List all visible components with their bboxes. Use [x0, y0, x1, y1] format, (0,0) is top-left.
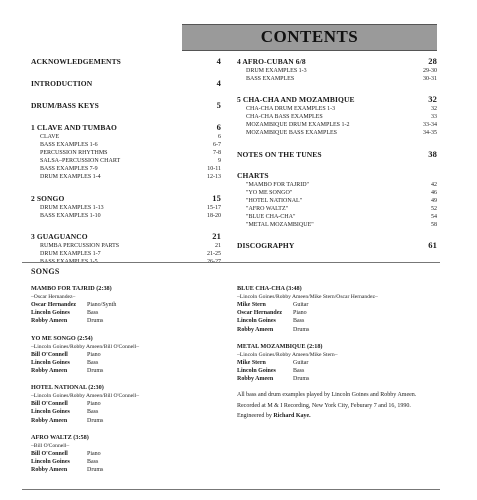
toc-item-label: "MAMBO FOR TAJRID" [246, 181, 309, 188]
performer-instrument: Bass [87, 359, 99, 366]
songs-left-column [31, 284, 221, 482]
performer-instrument: Piano [87, 450, 101, 457]
toc-item [31, 141, 221, 149]
performer-instrument: Drums [293, 376, 310, 383]
toc-item-page: 10-11 [207, 166, 221, 173]
toc-section [237, 94, 437, 137]
toc-section-page: 28 [428, 56, 437, 66]
toc-section-title: 3 GUAGUANCO [31, 231, 88, 241]
performer-name: Lincoln Goines [237, 368, 276, 375]
song-entry [237, 284, 427, 334]
toc-item-page: 33 [431, 114, 437, 121]
toc-item-page: 18-20 [207, 212, 221, 219]
toc-section-title: DISCOGRAPHY [237, 241, 295, 251]
section-divider-top [22, 262, 440, 263]
toc-item-label: DRUM EXAMPLES 1-4 [40, 174, 101, 181]
toc-item-label: DRUM EXAMPLES 1-13 [40, 204, 104, 211]
song-entry [237, 342, 427, 384]
song-writers: –Oscar Hernandez– [31, 294, 76, 300]
performer-row [237, 367, 427, 375]
toc-section-title: 5 CHA-CHA AND MOZAMBIQUE [237, 95, 355, 105]
performer-row [31, 309, 221, 317]
toc-item-page: 54 [431, 213, 437, 220]
songs-heading: SONGS [31, 267, 60, 276]
song-writers: –Bill O'Connell– [31, 442, 70, 449]
performer-row [31, 317, 221, 325]
toc-item-page: 49 [431, 197, 437, 204]
toc-section [237, 149, 437, 160]
song-title: MAMBO FOR TAJRID (2:38) [31, 285, 112, 292]
toc-section-row [31, 231, 221, 242]
toc-section [31, 56, 221, 67]
performer-row [31, 408, 221, 416]
toc-section-title: 2 SONGO [31, 193, 65, 203]
toc-item-page: 33-34 [423, 122, 437, 129]
toc-item-label: BASS EXAMPLES 1-5 [40, 258, 98, 265]
performer-name: Robby Ameen [237, 376, 274, 383]
performer-row [237, 359, 427, 367]
performer-instrument: Piano [87, 401, 101, 408]
toc-item-page: 12-13 [207, 174, 221, 181]
toc-item [31, 157, 221, 165]
performer-name: Bill O'Connell [31, 351, 68, 358]
performer-name: Robby Ameen [31, 467, 68, 474]
toc-section [31, 231, 221, 266]
toc-section-page: 38 [428, 148, 437, 159]
toc-section-title: 4 AFRO-CUBAN 6/8 [237, 57, 306, 66]
performer-row [31, 450, 221, 458]
toc-section-title: ACKNOWLEDGEMENTS [31, 57, 121, 66]
toc-item [237, 113, 437, 121]
toc-section-page: 6 [216, 122, 221, 132]
toc-item-label: "YO ME SONGO" [246, 189, 293, 196]
performer-name: Lincoln Goines [31, 409, 70, 416]
toc-section [237, 56, 437, 83]
notes-engineer-prefix: Engineered by [237, 413, 274, 420]
performer-name: Bill O'Connell [31, 401, 68, 408]
performer-row [237, 375, 427, 383]
toc-section-page: 4 [216, 56, 221, 66]
song-writers: –Lincoln Goines/Robby Ameen/Mike Stern– [237, 351, 338, 358]
performer-name: Robby Ameen [31, 417, 68, 424]
performer-row [31, 466, 221, 474]
toc-item-page: 42 [431, 181, 437, 188]
performer-name: Lincoln Goines [31, 459, 70, 466]
recording-notes [237, 391, 427, 420]
toc-section-title: DRUM/BASS KEYS [31, 101, 99, 110]
toc-item-label: "HOTEL NATIONAL" [246, 197, 303, 204]
toc-section-row [31, 100, 221, 111]
toc-item [237, 105, 437, 113]
toc-section-page: 32 [428, 94, 437, 105]
performer-instrument: Bass [87, 459, 99, 466]
performer-name: Bill O'Connell [31, 450, 68, 457]
toc-item [237, 213, 437, 221]
performer-row [31, 400, 221, 408]
performer-name: Robby Ameen [31, 318, 68, 325]
performer-instrument: Guitar [293, 302, 309, 308]
toc-item [237, 181, 437, 189]
toc-item-label: SALSA–PERCUSSION CHART [40, 158, 121, 165]
toc-section-row [237, 149, 437, 160]
performer-row [31, 458, 221, 466]
performer-instrument: Bass [87, 409, 99, 416]
toc-item [31, 173, 221, 181]
song-title: METAL MOZAMBIQUE (2:18) [237, 342, 323, 350]
toc-left-column [31, 56, 221, 277]
song-entry [31, 433, 221, 475]
toc-section-page: 15 [212, 192, 221, 203]
toc-item [237, 75, 437, 83]
toc-item-label: "BLUE CHA-CHA" [246, 213, 296, 220]
performer-row [31, 367, 221, 375]
toc-section-title: CHARTS [237, 170, 269, 180]
performer-instrument: Piano [87, 351, 101, 358]
toc-section [237, 240, 437, 251]
toc-item [237, 205, 437, 213]
notes-line-2: Recorded at M & I Recording, New York City, Feburary 7 and 16, 1990. [237, 402, 411, 409]
song-title: AFRO WALTZ (3:58) [31, 433, 89, 441]
performer-instrument: Drums [87, 467, 104, 474]
toc-item-label: MOZAMBIQUE BASS EXAMPLES [246, 130, 338, 137]
performer-instrument: Piano/Synth [87, 302, 117, 308]
toc-item-page: 29-30 [423, 68, 437, 74]
toc-item-label: CHA-CHA BASS EXAMPLES [246, 114, 323, 121]
toc-item [237, 67, 437, 75]
toc-section [31, 122, 221, 182]
toc-item-label: CHA-CHA DRUM EXAMPLES 1-3 [246, 106, 336, 113]
song-entry [31, 334, 221, 376]
toc-item [237, 121, 437, 129]
toc-section-row [237, 171, 437, 181]
toc-item [237, 197, 437, 205]
toc-item-page: 7-8 [213, 150, 221, 157]
toc-item-label: CLAVE [40, 134, 60, 140]
toc-item-page: 52 [431, 205, 437, 212]
toc-item [31, 204, 221, 212]
toc-item-label: BASS EXAMPLES [246, 76, 295, 83]
performer-name: Robby Ameen [31, 368, 68, 375]
song-title: YO ME SONGO (2:54) [31, 334, 93, 342]
performer-row [31, 301, 221, 309]
toc-item-label: BASS EXAMPLES 1-10 [40, 212, 101, 219]
toc-item-label: "METAL MOZAMBIQUE" [246, 222, 314, 229]
performer-instrument: Bass [293, 368, 305, 375]
toc-item-label: BASS EXAMPLES 1-6 [40, 142, 98, 149]
toc-section-row [237, 56, 437, 67]
toc-item-label: MOZAMBIQUE DRUM EXAMPLES 1-2 [246, 122, 350, 129]
toc-section-page: 21 [212, 230, 221, 241]
toc-right-column [237, 56, 437, 262]
toc-section-row [31, 193, 221, 204]
performer-name: Lincoln Goines [31, 359, 70, 366]
performer-instrument: Drums [293, 326, 310, 333]
toc-item-page: 15-17 [207, 204, 221, 211]
toc-item [237, 189, 437, 197]
toc-section-row [237, 240, 437, 251]
toc-item-page: 34-35 [423, 130, 437, 137]
toc-section-page: 5 [216, 100, 221, 110]
performer-instrument: Piano [293, 310, 307, 317]
songs-right-column [237, 284, 427, 423]
performer-name: Oscar Hernandez [237, 310, 283, 317]
performer-name: Mike Stern [237, 302, 266, 308]
performer-instrument: Bass [87, 310, 99, 317]
section-divider-bottom [22, 489, 440, 490]
song-entry [31, 383, 221, 425]
toc-item-page: 32 [431, 106, 437, 113]
toc-section [31, 78, 221, 89]
performer-name: Robby Ameen [237, 326, 274, 333]
toc-section-page: 4 [216, 78, 221, 88]
toc-item [237, 221, 437, 229]
song-title: BLUE CHA-CHA (3:48) [237, 285, 302, 292]
toc-section [31, 100, 221, 111]
performer-row [31, 417, 221, 425]
performer-row [237, 301, 427, 309]
performer-row [237, 326, 427, 334]
contents-banner [182, 24, 437, 51]
toc-item [237, 129, 437, 137]
toc-section-page: 61 [428, 240, 437, 251]
performer-name: Oscar Hernandez [31, 302, 77, 308]
toc-item [31, 212, 221, 220]
performer-row [237, 309, 427, 317]
toc-section-title: NOTES ON THE TUNES [237, 149, 322, 159]
notes-line-1: All bass and drum examples played by Lincoln Goines and Robby Ameen. [237, 392, 417, 399]
song-writers: –Lincoln Goines/Robby Ameen/Bill O'Connell– [31, 343, 140, 350]
toc-section-row [31, 56, 221, 67]
toc-item-page: 26-27 [207, 258, 221, 265]
toc-item-page: 58 [431, 222, 437, 229]
song-writers: –Lincoln Goines/Robby Ameen/Mike Stern/Oscar Hernandez– [237, 294, 378, 300]
performer-instrument: Drums [87, 318, 104, 325]
toc-item-page: 9 [218, 158, 221, 165]
performer-row [31, 359, 221, 367]
song-title: HOTEL NATIONAL (2:30) [31, 384, 104, 392]
toc-section-row [237, 94, 437, 105]
performer-instrument: Bass [293, 318, 305, 325]
toc-item [31, 133, 221, 141]
toc-item-page: 6-7 [213, 142, 221, 149]
performer-instrument: Guitar [293, 359, 309, 366]
song-entry [31, 284, 221, 326]
toc-item-page: 21 [215, 242, 221, 249]
toc-item [31, 165, 221, 173]
toc-section-title: INTRODUCTION [31, 79, 93, 88]
toc-item [31, 242, 221, 250]
engineer-name: Richard Kaye. [273, 413, 311, 420]
performer-instrument: Drums [87, 417, 104, 424]
toc-section [237, 171, 437, 230]
toc-item-page: 30-31 [423, 76, 437, 83]
toc-item [31, 250, 221, 258]
toc-item-label: RUMBA PERCUSSION PARTS [40, 242, 120, 249]
toc-section-row [31, 78, 221, 89]
toc-item-page: 21-25 [207, 250, 221, 257]
performer-name: Lincoln Goines [237, 318, 276, 325]
performer-row [237, 317, 427, 325]
toc-item-label: DRUM EXAMPLES 1-7 [40, 250, 101, 257]
toc-item-label: BASS EXAMPLES 7-9 [40, 166, 98, 173]
performer-name: Lincoln Goines [31, 310, 70, 317]
toc-item-page: 6 [218, 134, 221, 140]
toc-item-label: PERCUSSION RHYTHMS [40, 150, 108, 157]
toc-section-title: 1 CLAVE AND TUMBAO [31, 123, 117, 132]
toc-section-row [31, 122, 221, 133]
song-writers: –Lincoln Goines/Robby Ameen/Bill O'Connell– [31, 393, 140, 400]
performer-instrument: Drums [87, 368, 104, 375]
toc-item [31, 149, 221, 157]
toc-item-label: "AFRO WALTZ" [246, 205, 289, 212]
performer-name: Mike Stern [237, 359, 266, 366]
notes-engineer [237, 412, 427, 420]
toc-item-page: 46 [431, 189, 437, 196]
performer-row [31, 351, 221, 359]
toc-section [31, 193, 221, 220]
page-title: CONTENTS [260, 27, 359, 46]
toc-item-label: DRUM EXAMPLES 1-3 [246, 68, 307, 74]
